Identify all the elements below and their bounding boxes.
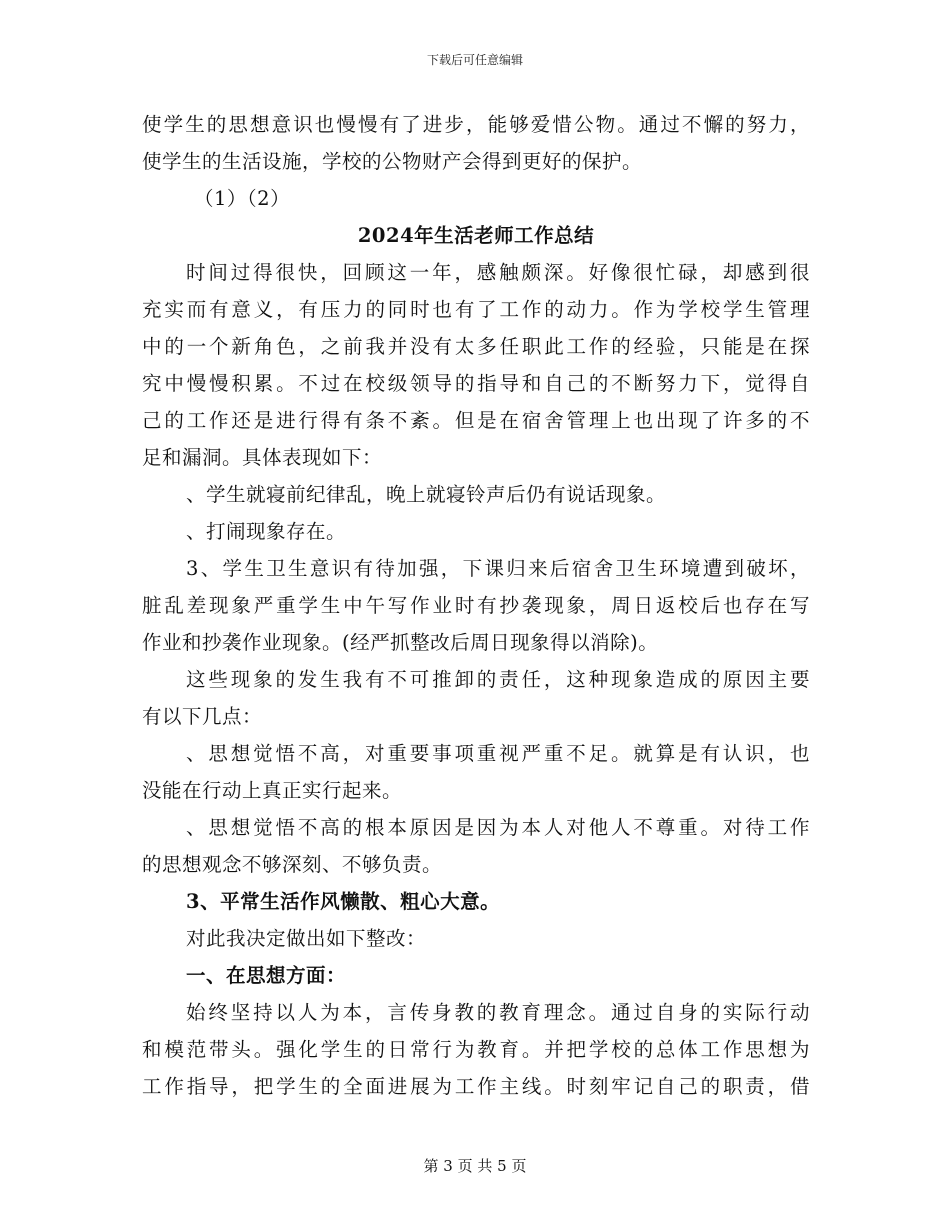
paragraph-line: 的思想观念不够深刻、不够负责。 xyxy=(142,853,443,876)
paragraph-line: 究中慢慢积累。不过在校级领导的指导和自己的不断努力下，觉得自 xyxy=(142,372,810,395)
paragraph-line: 有以下几点： xyxy=(142,705,263,728)
paragraph-line: 脏乱差现象严重学生中午写作业时有抄袭现象，周日返校后也存在写 xyxy=(142,594,810,617)
paragraph-line: 中的一个新角色，之前我并没有太多任职此工作的经验，只能是在探 xyxy=(142,335,810,358)
paragraph-line: 足和漏洞。具体表现如下： xyxy=(142,446,383,469)
paragraph-line: 这些现象的发生我有不可推卸的责任，这种现象造成的原因主要 xyxy=(186,668,810,691)
paragraph-line: 己的工作还是进行得有条不紊。但是在宿舍管理上也出现了许多的不 xyxy=(142,409,810,432)
paragraph-line: 始终坚持以人为本，言传身教的教育理念。通过自身的实际行动 xyxy=(186,1001,810,1024)
paragraph-line: 作业和抄袭作业现象。(经严抓整改后周日现象得以消除)。 xyxy=(142,631,659,654)
paragraph-line: 、打闹现象存在。 xyxy=(186,520,347,543)
paragraph-line: 对此我决定做出如下整改： xyxy=(186,927,427,950)
paragraph-line: 、学生就寝前纪律乱，晚上就寝铃声后仍有说话现象。 xyxy=(186,483,667,506)
paragraph-line: 使学生的生活设施，学校的公物财产会得到更好的保护。 xyxy=(142,150,643,173)
paragraph-line: 使学生的思想意识也慢慢有了进步，能够爱惜公物。通过不懈的努力， xyxy=(142,113,810,136)
paragraph-line: 、思想觉悟不高的根本原因是因为本人对他人不尊重。对待工作 xyxy=(186,816,810,839)
paragraph-line: 时间过得很快，回顾这一年，感触颇深。好像很忙碌，却感到很 xyxy=(186,261,810,284)
paragraph-line: （1）（2） xyxy=(194,187,291,210)
paragraph-line: 没能在行动上真正实行起来。 xyxy=(142,779,403,802)
paragraph-line: 工作指导，把学生的全面进展为工作主线。时刻牢记自己的职责，借 xyxy=(142,1075,810,1098)
page-header: 下载后可任意编辑 xyxy=(426,53,523,67)
paragraph-line: 充实而有意义，有压力的同时也有了工作的动力。作为学校学生管理 xyxy=(142,298,810,321)
document-body xyxy=(142,106,810,1105)
paragraph-line: 、思想觉悟不高，对重要事项重视严重不足。就算是有认识，也 xyxy=(186,742,810,765)
document-title: 2024年生活老师工作总结 xyxy=(357,224,595,247)
paragraph-line: 3、学生卫生意识有待加强，下课归来后宿舍卫生环境遭到破坏， xyxy=(186,557,810,580)
page-footer: 第 3 页 共 5 页 xyxy=(423,1157,527,1175)
section-heading: 一、在思想方面： xyxy=(186,964,347,987)
section-heading: 3、平常生活作风懒散、粗心大意。 xyxy=(186,890,501,913)
paragraph-line: 和模范带头。强化学生的日常行为教育。并把学校的总体工作思想为 xyxy=(142,1038,810,1061)
